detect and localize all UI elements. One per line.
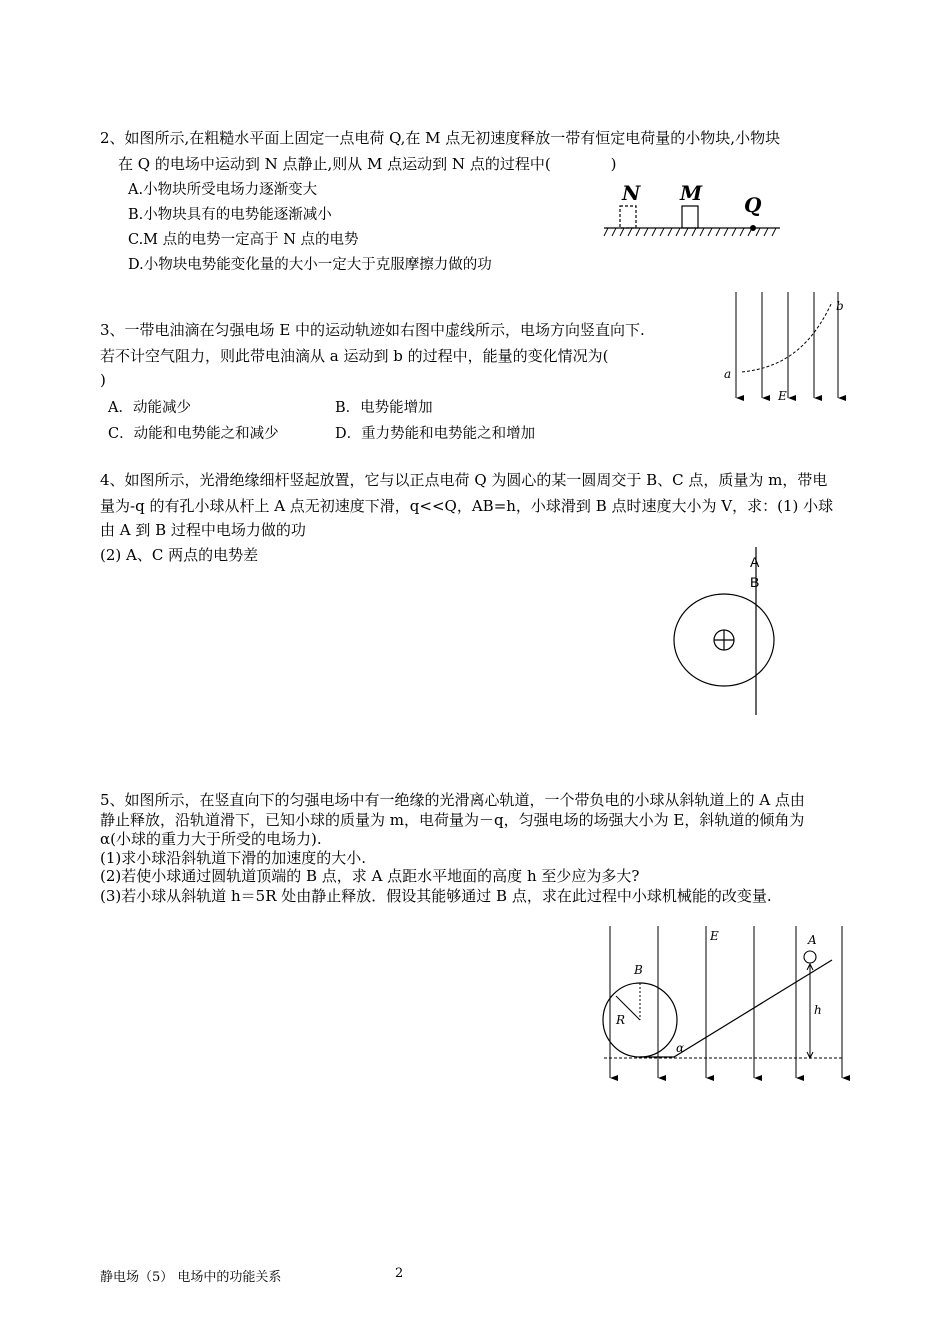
q4-line-1: 4、如图所示，光滑绝缘细杆竖起放置，它与以正点电荷 Q 为圆心的某一圆周交于 B、C 点，质量为 m，带电 <box>100 471 828 489</box>
q5-line-2: 静止释放，沿轨道滑下，已知小球的质量为 m，电荷量为－q，匀强电场的场强大小为 E，斜轨道的倾角为 <box>100 811 805 829</box>
q2-option-d: D.小物块电势能变化量的大小一定大于克服摩擦力做的功 <box>128 257 492 273</box>
q3-label-e: E <box>778 389 787 403</box>
q2-label-n: N <box>622 181 641 205</box>
q5-field-lines <box>610 926 842 1078</box>
q3-figure <box>720 290 850 408</box>
q5-label-alpha: α <box>676 1041 685 1055</box>
q2-block-m <box>682 206 698 228</box>
q5-line-6: (3)若小球从斜轨道 h＝5R 处由静止释放．假设其能够通过 B 点，求在此过程中小球机械能的改变量. <box>100 887 772 905</box>
q2-line-1: 2、如图所示,在粗糙水平面上固定一点电荷 Q,在 M 点无初速度释放一带有恒定电荷量的小物块,小物块 <box>100 129 781 147</box>
q2-option-c: C.M 点的电势一定高于 N 点的电势 <box>128 232 359 248</box>
q4-figure <box>670 545 790 717</box>
q5-label-a: A <box>808 933 817 947</box>
q3-label-a: a <box>724 367 732 381</box>
q5-figure <box>596 924 850 1084</box>
footer-page-number: 2 <box>395 1266 404 1281</box>
q3-option-a: A．动能减少 <box>108 400 191 416</box>
q3-line-2: 若不计空气阻力，则此带电油滴从 a 运动到 b 的过程中，能量的变化情况为( <box>100 347 609 365</box>
q4-label-a: A <box>750 554 760 570</box>
q5-line-5: (2)若使小球通过圆轨道顶端的 B 点，求 A 点距水平地面的高度 h 至少应为多大? <box>100 867 640 885</box>
q3-line-3: ) <box>100 371 106 389</box>
q3-option-d: D．重力势能和电势能之和增加 <box>335 426 536 442</box>
q3-line-1: 3、一带电油滴在匀强电场 E 中的运动轨迹如右图中虚线所示，电场方向竖直向下. <box>100 321 645 339</box>
q3-field-lines <box>736 292 838 398</box>
q3-trajectory <box>742 302 832 372</box>
q4-line-3: 由 A 到 B 过程中电场力做的功 <box>100 521 306 539</box>
q2-ground-hatch <box>604 228 776 236</box>
q2-option-a: A.小物块所受电场力逐渐变大 <box>128 182 318 198</box>
q3-option-b: B．电势能增加 <box>335 400 433 416</box>
q5-label-h: h <box>814 1003 822 1017</box>
q5-line-4: (1)求小球沿斜轨道下滑的加速度的大小. <box>100 849 367 867</box>
q2-label-m: M <box>680 181 703 205</box>
q3-label-b: b <box>836 299 844 313</box>
q2-option-b: B.小物块具有的电势能逐渐减小 <box>128 207 332 223</box>
q5-label-b: B <box>634 963 643 977</box>
q4-line-4: (2) A、C 两点的电势差 <box>100 546 259 564</box>
q2-figure <box>600 178 790 244</box>
q5-line-3: α(小球的重力大于所受的电场力). <box>100 830 322 848</box>
q4-label-b: B <box>750 574 760 590</box>
q5-label-r: R <box>616 1013 626 1027</box>
q5-label-e: E <box>710 929 719 943</box>
footer-title: 静电场（5） 电场中的功能关系 <box>100 1270 282 1285</box>
q5-ball <box>804 951 816 963</box>
q5-line-1: 5、如图所示，在竖直向下的匀强电场中有一绝缘的光滑离心轨道，一个带负电的小球从斜轨道上的 A 点由 <box>100 791 805 809</box>
q2-block-n-dashed <box>620 206 636 228</box>
q2-label-q: Q <box>744 193 762 217</box>
q3-option-c: C．动能和电势能之和减少 <box>108 426 279 442</box>
q2-line-2: 在 Q 的电场中运动到 N 点静止,则从 M 点运动到 N 点的过程中( ) <box>118 155 617 173</box>
q4-line-2: 量为-q 的有孔小球从杆上 A 点无初速度下滑，q<<Q，AB=h，小球滑到 B 点时速度大小为 V，求：(1) 小球 <box>100 497 834 515</box>
